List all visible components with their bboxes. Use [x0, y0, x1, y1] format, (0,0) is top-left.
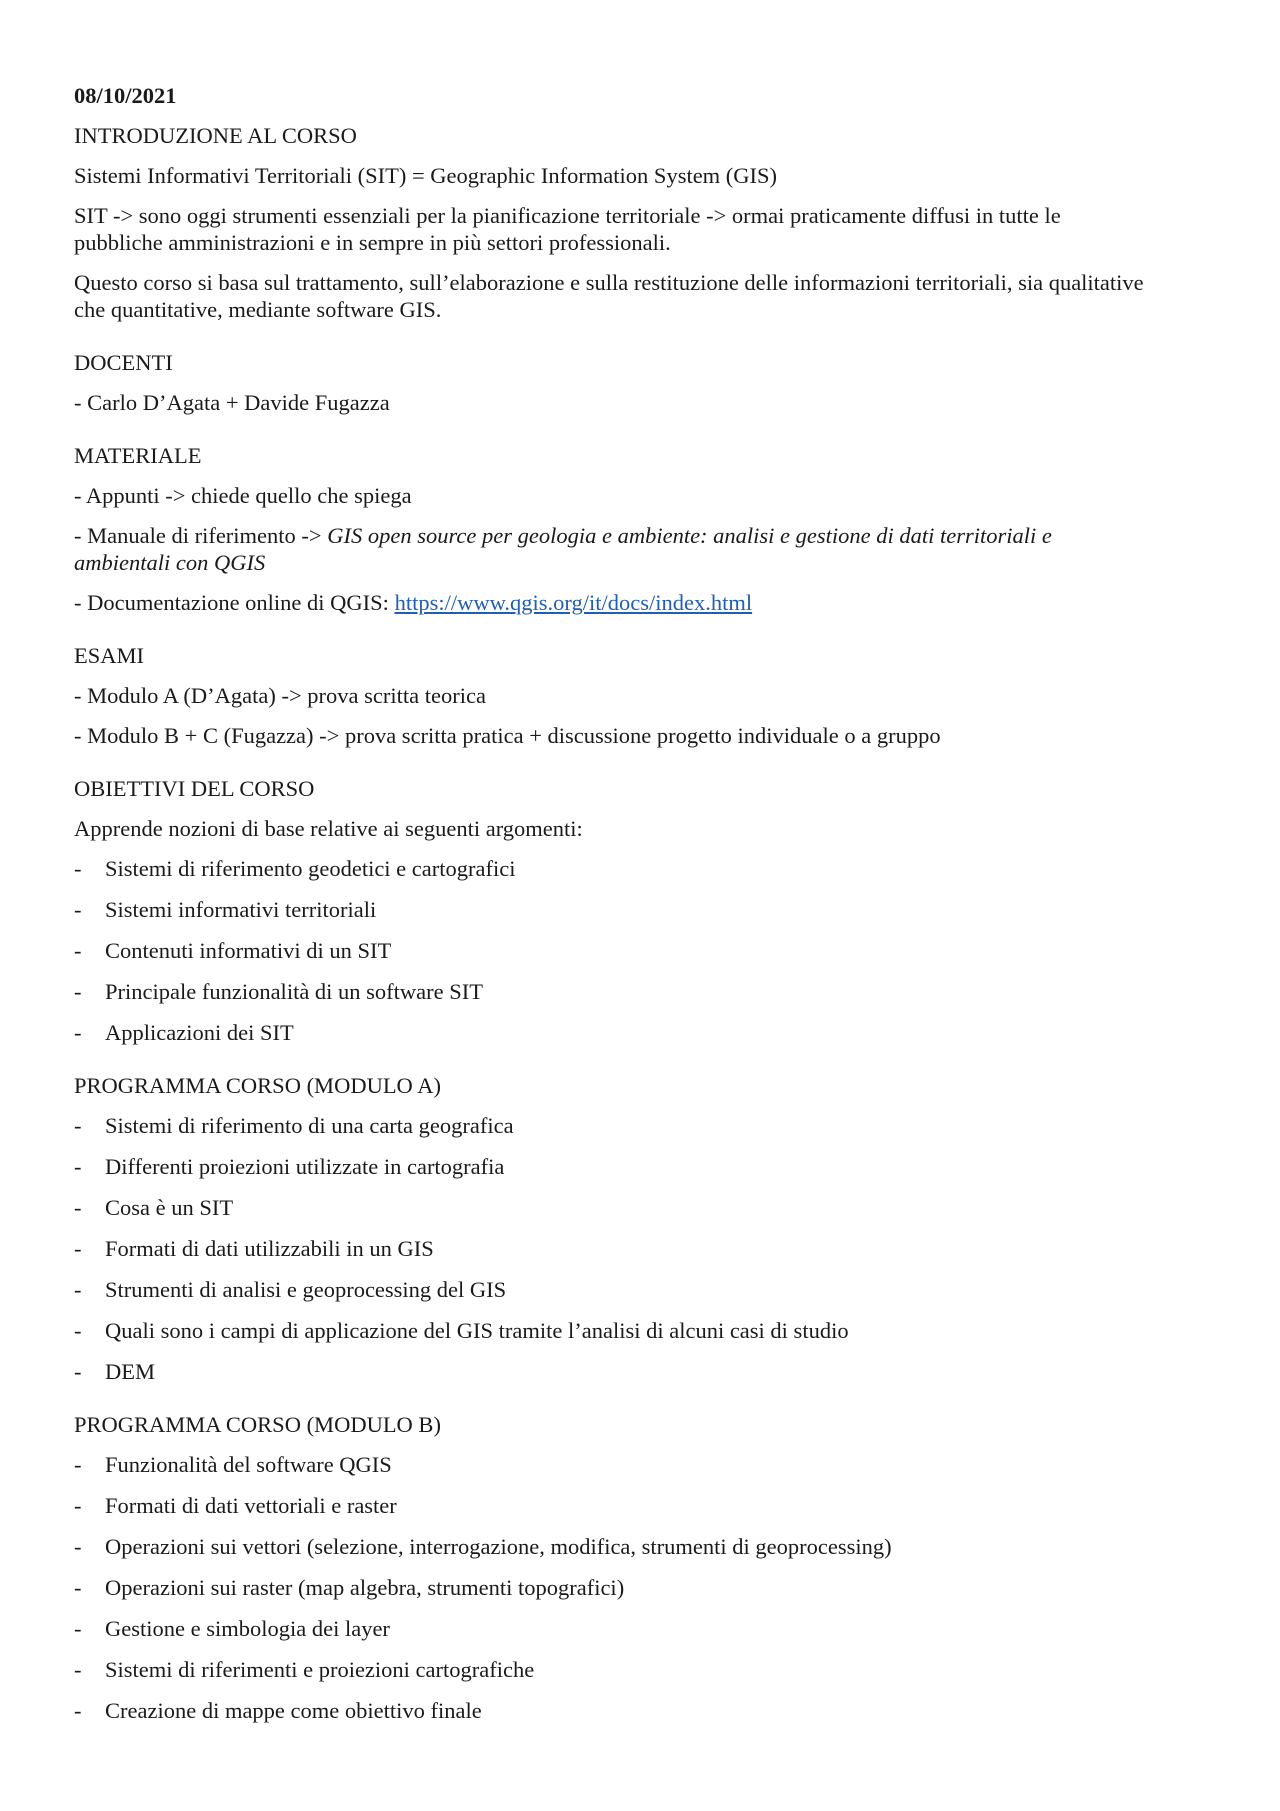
dash-marker: - [74, 897, 82, 922]
list-item: - Sistemi informativi territoriali [74, 897, 377, 922]
dash-marker: - [74, 1154, 82, 1179]
esami-item-modulo-a: - Modulo A (D’Agata) -> prova scritta teorica [74, 683, 486, 708]
dash-marker: - [74, 1195, 82, 1220]
list-item: - Contenuti informativi di un SIT [74, 938, 392, 963]
list-item: - Formati di dati utilizzabili in un GIS [74, 1236, 434, 1261]
materiale-manuale-title-line-2: ambientali con QGIS [74, 550, 266, 575]
modulo-b-list [74, 1451, 1214, 1724]
modulo-b-heading: PROGRAMMA CORSO (MODULO B) [74, 1412, 441, 1437]
materiale-manuale [74, 522, 1214, 576]
document-page [74, 82, 1214, 1738]
dash-marker: - [74, 1575, 82, 1600]
dash-marker: - [74, 1698, 82, 1723]
intro-paragraph-2-line-1: Questo corso si basa sul trattamento, sull’elaborazione e sulla restituzione delle informazioni territoriali, sia qualitative [74, 270, 1144, 295]
list-item: - Sistemi di riferimento geodetici e cartografici [74, 856, 516, 881]
list-item: - Differenti proiezioni utilizzate in cartografia [74, 1154, 505, 1179]
modulo-a-list [74, 1112, 1214, 1385]
dash-marker: - [74, 979, 82, 1004]
dash-marker: - [74, 1113, 82, 1138]
list-item: - Sistemi di riferimento di una carta geografica [74, 1113, 514, 1138]
dash-marker: - [74, 1020, 82, 1045]
dash-marker: - [74, 1493, 82, 1518]
intro-paragraph-1-line-2: pubbliche amministrazioni e in sempre in più settori professionali. [74, 230, 671, 255]
esami-item-modulo-b-c: - Modulo B + C (Fugazza) -> prova scritta pratica + discussione progetto individuale o a gruppo [74, 723, 941, 748]
materiale-documentazione [74, 589, 1214, 616]
docenti-names: - Carlo D’Agata + Davide Fugazza [74, 390, 390, 415]
list-item: - Sistemi di riferimenti e proiezioni cartografiche [74, 1657, 535, 1682]
intro-heading: INTRODUZIONE AL CORSO [74, 123, 357, 148]
dash-marker: - [74, 1318, 82, 1343]
dash-marker: - [74, 1236, 82, 1261]
qgis-docs-link[interactable]: https://www.qgis.org/it/docs/index.html [394, 590, 753, 615]
list-item: - Cosa è un SIT [74, 1195, 234, 1220]
list-item: - Quali sono i campi di applicazione del GIS tramite l’analisi di alcuni casi di studio [74, 1318, 849, 1343]
dash-marker: - [74, 1359, 82, 1384]
dash-marker: - [74, 1277, 82, 1302]
materiale-heading: MATERIALE [74, 443, 202, 468]
list-item: - DEM [74, 1359, 155, 1384]
list-item: - Funzionalità del software QGIS [74, 1452, 392, 1477]
materiale-manuale-title-line-1: GIS open source per geologia e ambiente: analisi e gestione di dati territoriali e [327, 523, 1052, 548]
materiale-manuale-prefix: - Manuale di riferimento -> [74, 523, 328, 548]
modulo-a-heading: PROGRAMMA CORSO (MODULO A) [74, 1073, 441, 1098]
list-item: - Principale funzionalità di un software SIT [74, 979, 484, 1004]
intro-definition: Sistemi Informativi Territoriali (SIT) = Geographic Information System (GIS) [74, 163, 778, 188]
list-item: - Formati di dati vettoriali e raster [74, 1493, 397, 1518]
intro-paragraph-1-line-1: SIT -> sono oggi strumenti essenziali per la pianificazione territoriale -> ormai praticamente diffusi in tutte le [74, 203, 1061, 228]
list-item: - Operazioni sui raster (map algebra, strumenti topografici) [74, 1575, 625, 1600]
intro-paragraph-2-line-2: che quantitative, mediante software GIS. [74, 297, 442, 322]
list-item: - Operazioni sui vettori (selezione, interrogazione, modifica, strumenti di geoprocessing) [74, 1534, 892, 1559]
materiale-doc-prefix: - Documentazione online di QGIS: [74, 590, 395, 615]
dash-marker: - [74, 1657, 82, 1682]
obiettivi-intro: Apprende nozioni di base relative ai seguenti argomenti: [74, 816, 583, 841]
list-item: - Gestione e simbologia dei layer [74, 1616, 390, 1641]
list-item: - Creazione di mappe come obiettivo finale [74, 1698, 482, 1723]
intro-paragraph-1 [74, 202, 1214, 256]
obiettivi-list [74, 855, 1214, 1046]
materiale-appunti: - Appunti -> chiede quello che spiega [74, 483, 412, 508]
dash-marker: - [74, 1452, 82, 1477]
intro-paragraph-2 [74, 269, 1214, 323]
dash-marker: - [74, 938, 82, 963]
dash-marker: - [74, 1616, 82, 1641]
list-item: - Strumenti di analisi e geoprocessing del GIS [74, 1277, 507, 1302]
dash-marker: - [74, 856, 82, 881]
esami-heading: ESAMI [74, 643, 145, 668]
docenti-heading: DOCENTI [74, 350, 173, 375]
obiettivi-heading: OBIETTIVI DEL CORSO [74, 776, 315, 801]
list-item: - Applicazioni dei SIT [74, 1020, 294, 1045]
document-date: 08/10/2021 [74, 83, 177, 108]
dash-marker: - [74, 1534, 82, 1559]
